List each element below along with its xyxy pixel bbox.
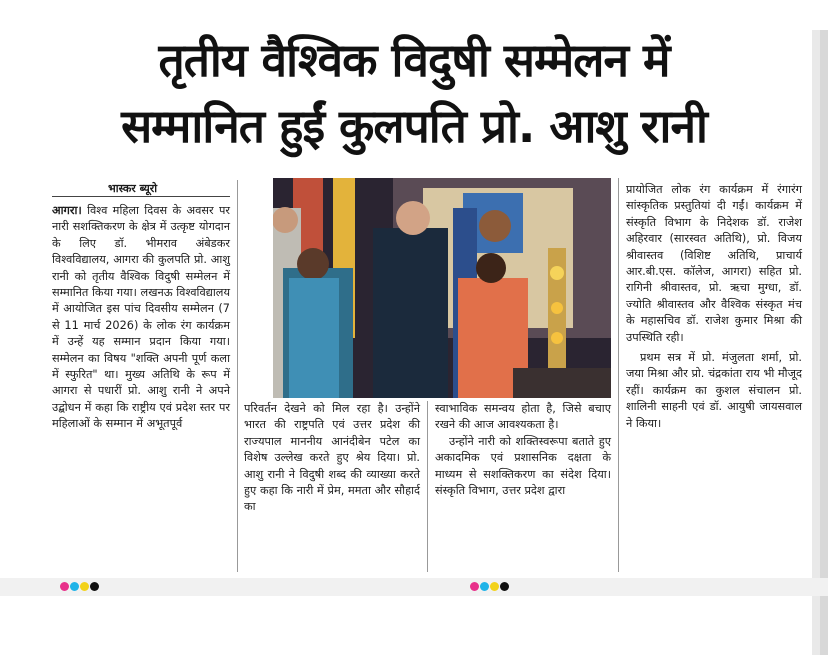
registration-dot bbox=[80, 582, 89, 591]
registration-dot bbox=[480, 582, 489, 591]
registration-dot bbox=[500, 582, 509, 591]
article-column-4 bbox=[626, 182, 802, 432]
column-3-paragraph-1: स्वाभाविक समन्वय होता है, जिसे बचाए रखने की आज आवश्यकता है। bbox=[435, 402, 611, 432]
event-photo bbox=[273, 178, 611, 398]
registration-dot bbox=[470, 582, 479, 591]
article-column-1 bbox=[52, 203, 230, 433]
headline-line-2: सम्मानित हुईं कुलपति प्रो. आशु रानी bbox=[121, 99, 707, 153]
column-4-paragraph-2: प्रथम सत्र में प्रो. मंजुलता शर्मा, प्रो. जया मिश्रा और प्रो. चंद्रकांता राय भी मौजूद रहीं। कार्यक्रम का कुशल संचालन प्रो. शालिनी साहनी एवं डॉ. आयुषी जायसवाल ने किया। bbox=[626, 351, 802, 430]
column-2-text: परिवर्तन देखने को मिल रहा है। उन्होंने भारत की राष्ट्रपति एवं उत्तर प्रदेश की राज्यपाल माननीय आनंदीबेन पटेल का विशेष उल्लेख करते हुए श्रेय दिया। प्रो. आशु रानी ने विदुषी शब्द की व्याख्या करते हुए कहा कि नारी में प्रेम, ममता और सौहार्द का bbox=[244, 402, 420, 514]
column-divider bbox=[237, 180, 238, 572]
column-3-paragraph-2: उन्होंने नारी को शक्तिस्वरूपा बताते हुए अकादमिक एवं प्रशासनिक दक्षता के माध्यम से सशक्तिकरण का संदेश दिया। संस्कृति विभाग, उत्तर प्रदेश द्वारा bbox=[435, 434, 611, 498]
previous-article-strip bbox=[0, 0, 828, 10]
article-column-3 bbox=[435, 401, 611, 499]
byline: भास्कर ब्यूरो bbox=[108, 182, 158, 195]
registration-dot bbox=[70, 582, 79, 591]
column-1-text: विश्व महिला दिवस के अवसर पर नारी सशक्तिकरण के क्षेत्र में उत्कृष्ट योगदान के लिए डॉ. भीमराव अंबेडकर विश्वविद्यालय, आगरा की कुलपति प्रो. आशु रानी को तृतीय वैश्विक विदुषी सम्मेलन में सम्मानित किया गया। लखनऊ विश्वविद्यालय में आयोजित इस पांच दिवसीय सम्मेलन (7 से 11 मार्च 2026) के लोक रंग कार्यक्रम में उन्हें यह सम्मान प्रदान किया गया। सम्मेलन का विषय "शक्ति अपनी पूर्ण कला में स्फुरित" था। मुख्य अतिथि के रूप में आगरा से पधारीं प्रो. आशु रानी ने अपने उद्बोधन में कहा कि राष्ट्रीय एवं प्रदेश स्तर पर महिलाओं के सम्मान में अभूतपूर्व bbox=[52, 204, 230, 431]
article-column-2 bbox=[244, 401, 420, 516]
registration-dot bbox=[490, 582, 499, 591]
headline-line-1: तृतीय वैश्विक विदुषी सम्मेलन में bbox=[158, 33, 670, 87]
registration-dot bbox=[60, 582, 69, 591]
column-divider bbox=[427, 401, 428, 572]
registration-dot bbox=[90, 582, 99, 591]
column-4-paragraph-1: प्रायोजित लोक रंग कार्यक्रम में रंगारंग सांस्कृतिक प्रस्तुतियां दी गईं। कार्यक्रम में संस्कृति विभाग के निदेशक डॉ. राजेश अहिरवार (सारस्वत अतिथि), प्रो. विजय श्रीवास्तव (विशिष्ट अतिथि, प्राचार्य आर.बी.एस. कॉलेज, आगरा) सहित प्रो. रागिनी श्रीवास्तव, प्रो. ऋचा मुग्धा, डॉ. ज्योति श्रीवास्तव और वैश्विक संस्कृत मंच के महासचिव डॉ. राजेश कुमार मिश्रा की उपस्थिति रही। bbox=[626, 183, 802, 344]
byline-divider bbox=[52, 196, 230, 197]
column-divider bbox=[618, 178, 619, 572]
photo-illustration bbox=[273, 178, 611, 398]
dateline: आगरा। bbox=[52, 204, 82, 217]
print-margin bbox=[0, 578, 828, 596]
page-edge-shadow bbox=[820, 30, 828, 655]
